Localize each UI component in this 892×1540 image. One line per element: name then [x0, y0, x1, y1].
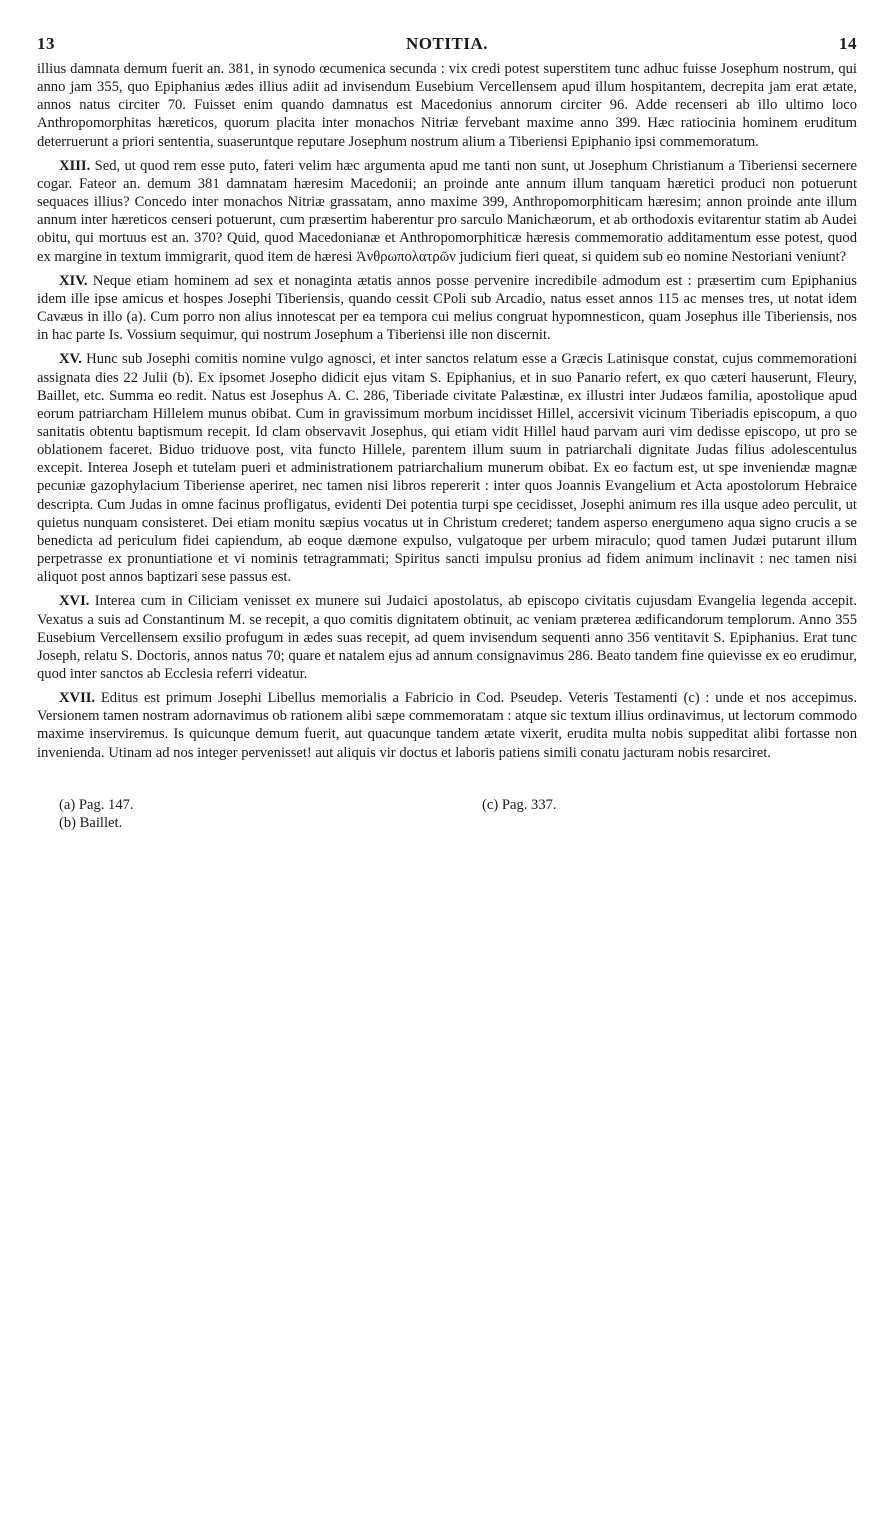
- running-head: [37, 34, 857, 56]
- paragraph-xiv: [37, 272, 857, 345]
- paragraph-continued: [37, 60, 857, 151]
- footnotes: [37, 796, 857, 840]
- section-number: XVII.: [59, 690, 96, 707]
- document-page: [37, 34, 857, 840]
- paragraph-text: Sed, ut quod rem esse puto, fateri velim hæc argumenta apud me tanti non sunt, ut Josephum Christianum a Tiberiensi secernere cogar. Fateor an. demum 381 damnatam hæresim Macedonii; an proinde ante annum illum tanquam hæretici produci non potuerunt sequaces illius? Concedo inter monachos Nitriæ grassatam, anno maxime 399, Anthropomorphiticam hæresim; annon proinde ante illum annum inter hæreticos censeri potuerunt, cum præsertim haberentur pro sarculo Manichæorum, et ab orthodoxis evitarentur statim ab Audei obitu, qui mortuus est an. 370? Quid, quod Macedonianæ et Anthropomorphiticæ hæresis commemoratio additamentum esse potest, quod ex margine in textum immigrarit, quod item de hæresi Ἀνθρωπολατρῶν judicium fieri queat, si quidem sub eo nomine Nestoriani veniunt?: [37, 157, 857, 265]
- footnote-b: (b) Baillet.: [59, 814, 123, 831]
- footnote-c: (c) Pag. 337.: [482, 796, 557, 813]
- section-number: XIII.: [59, 157, 91, 174]
- paragraph-xvi: [37, 592, 857, 683]
- page-number-right: 14: [839, 34, 857, 53]
- paragraph-xvii: [37, 689, 857, 762]
- paragraph-text: Neque etiam hominem ad sex et nonaginta ætatis annos posse pervenire incredibile admodum est : præsertim cum Epiphanius idem ille ipse amicus et hospes Josephi Tiberiensis, quando cessit CPoli sub Arcadio, natus esset annos 115 ac menses tres, ut notat idem Cavæus in illo (a). Cum porro non alius innotescat per ea tempora cui melius congruat hypomnesticon, quam Josephus ille Tiberiensis, nos in hac parte Is. Vossium sequimur, qui nostrum Josephum a Tiberiensi ille non discernit.: [37, 272, 857, 344]
- footnote-a: (a) Pag. 147.: [59, 796, 134, 813]
- footnotes-left-column: [59, 796, 134, 832]
- paragraph-text: illius damnata demum fuerit an. 381, in synodo œcumenica secunda : vix credi potest superstitem tunc adhuc fuisse Josephum nostrum, qui anno jam 355, quo Epiphanius ædes illius adiit ad invisendum Eusebium Vercellensem apud illum hospitantem, decrepita jam erat ætate, annos natus circiter 70. Fuisset enim quando damnatus est Macedonius annorum circiter 96. Adde recenseri ab illo ultimo loco Anthropomorphitas hæreticos, quorum placita inter monachos Nitriæ fervebant maxime anno 399. Hæc ratiocinia hominem eruditum deterruerunt a priori sententia, suaseruntque reputare Josephum nostrum alium a Tiberiensi Epiphanio ipsi commemoratum.: [37, 61, 857, 150]
- paragraph-text: Interea cum in Ciliciam venisset ex munere sui Judaici apostolatus, ab episcopo civitatis cujusdam Evangelia legenda accepit. Vexatus a suis ad Constantinum M. se recepit, a quo comitis dignitatem obtinuit, ac veniam præterea ædificandorum templorum. Anno 355 Eusebium Vercellensem exsilio profugum in ædes suas recepit, ad quem invisendum sequenti anno 356 ventitavit S. Epiphanius. Erat tunc Joseph, relatu S. Doctoris, annos natus 70; quare et natalem ejus ad annum consignavimus 286. Beato tandem fine quievisse ex eo erudimur, quod inter sanctos ab Ecclesia referri videatur.: [37, 593, 857, 682]
- body-text: [37, 60, 857, 762]
- footnotes-right-column: [482, 796, 557, 814]
- paragraph-text: Editus est primum Josephi Libellus memorialis a Fabricio in Cod. Pseudep. Veteris Testamenti (c) : unde et nos accepimus. Versionem tamen nostram adornavimus ob rationem alibi sæpe commemoratam : atque sic textum illius ordinavimus, ut lectorum commodo maxime inserviremus. Is quicunque demum fuerit, aut quacunque tandem ætate vixerit, erudita multa nobis suppeditat alibi fortasse non invenienda. Utinam ad nos integer pervenisset! aut aliquis vir doctus et laboris patiens simili conatu jacturam nobis resarciret.: [37, 690, 857, 761]
- paragraph-xv: [37, 350, 857, 586]
- section-number: XIV.: [59, 272, 88, 289]
- section-number: XVI.: [59, 593, 90, 610]
- paragraph-xiii: [37, 157, 857, 266]
- section-number: XV.: [59, 351, 82, 368]
- running-title: NOTITIA.: [406, 34, 488, 53]
- page-number-left: 13: [37, 34, 55, 53]
- paragraph-text: Hunc sub Josephi comitis nomine vulgo agnosci, et inter sanctos relatum esse a Græcis Latinisque constat, cujus commemorationi assignata dies 22 Julii (b). Ex ipsomet Josepho didicit ejus vitam S. Epiphanius, et in suo Panario refert, ex quo cæteri hauserunt, Fleury, Baillet, etc. Summa eo redit. Natus est Josephus A. C. 286, Tiberiade civitate Palæstinæ, ex illustri inter Judæos familia, apostolique apud eorum patriarcham Hillelem munus obibat. Cum in gravissimum morbum incidisset Hillel, accersivit vicinum Tiberiadis episcopum, a quo sanitatis obtentu baptismum recepit. Id clam observavit Josephus, qui etiam vidit Hillel haud parvam auri vim dedisse episcopo, ut pro se oblationem faceret. Biduo triduove post, vita functo Hillele, parentem illum suum in patriarchali dignitate Judas filius adolescentulus excepit. Interea Joseph et tutelam pueri et administrationem patriarchalium munerum obibat. Ex eo factum est, ut spe inveniendæ magnæ pecuniæ gazophylacium Tiberiense aperiret, nec tamen nisi libros repererit : inter quos Joannis Evangelium et Acta apostolorum Hebraice descripta. Cum Judas in omne facinus profligatus, evidenti Dei potentia turpi spe cecidisset, Josephi animum res illa usque adeo perculit, ut quietus nunquam consisteret. Dei etiam monitu sæpius vocatus ut in Christum crederet; tandem asperso energumeno aqua signo crucis a se benedicta ad periculum fidei capiendum, ab eoque dæmone expulso, vulgatoque per urbem miraculo; quod tamen Judæi putarunt illum perpetrasse ex pronuntiatione et vi nominis tetragrammati; Spiritus sancti impulsu pronius ad fidem animum inclinavit : nec tamen nisi aliquot post annos baptizari sese passus est.: [37, 351, 857, 586]
